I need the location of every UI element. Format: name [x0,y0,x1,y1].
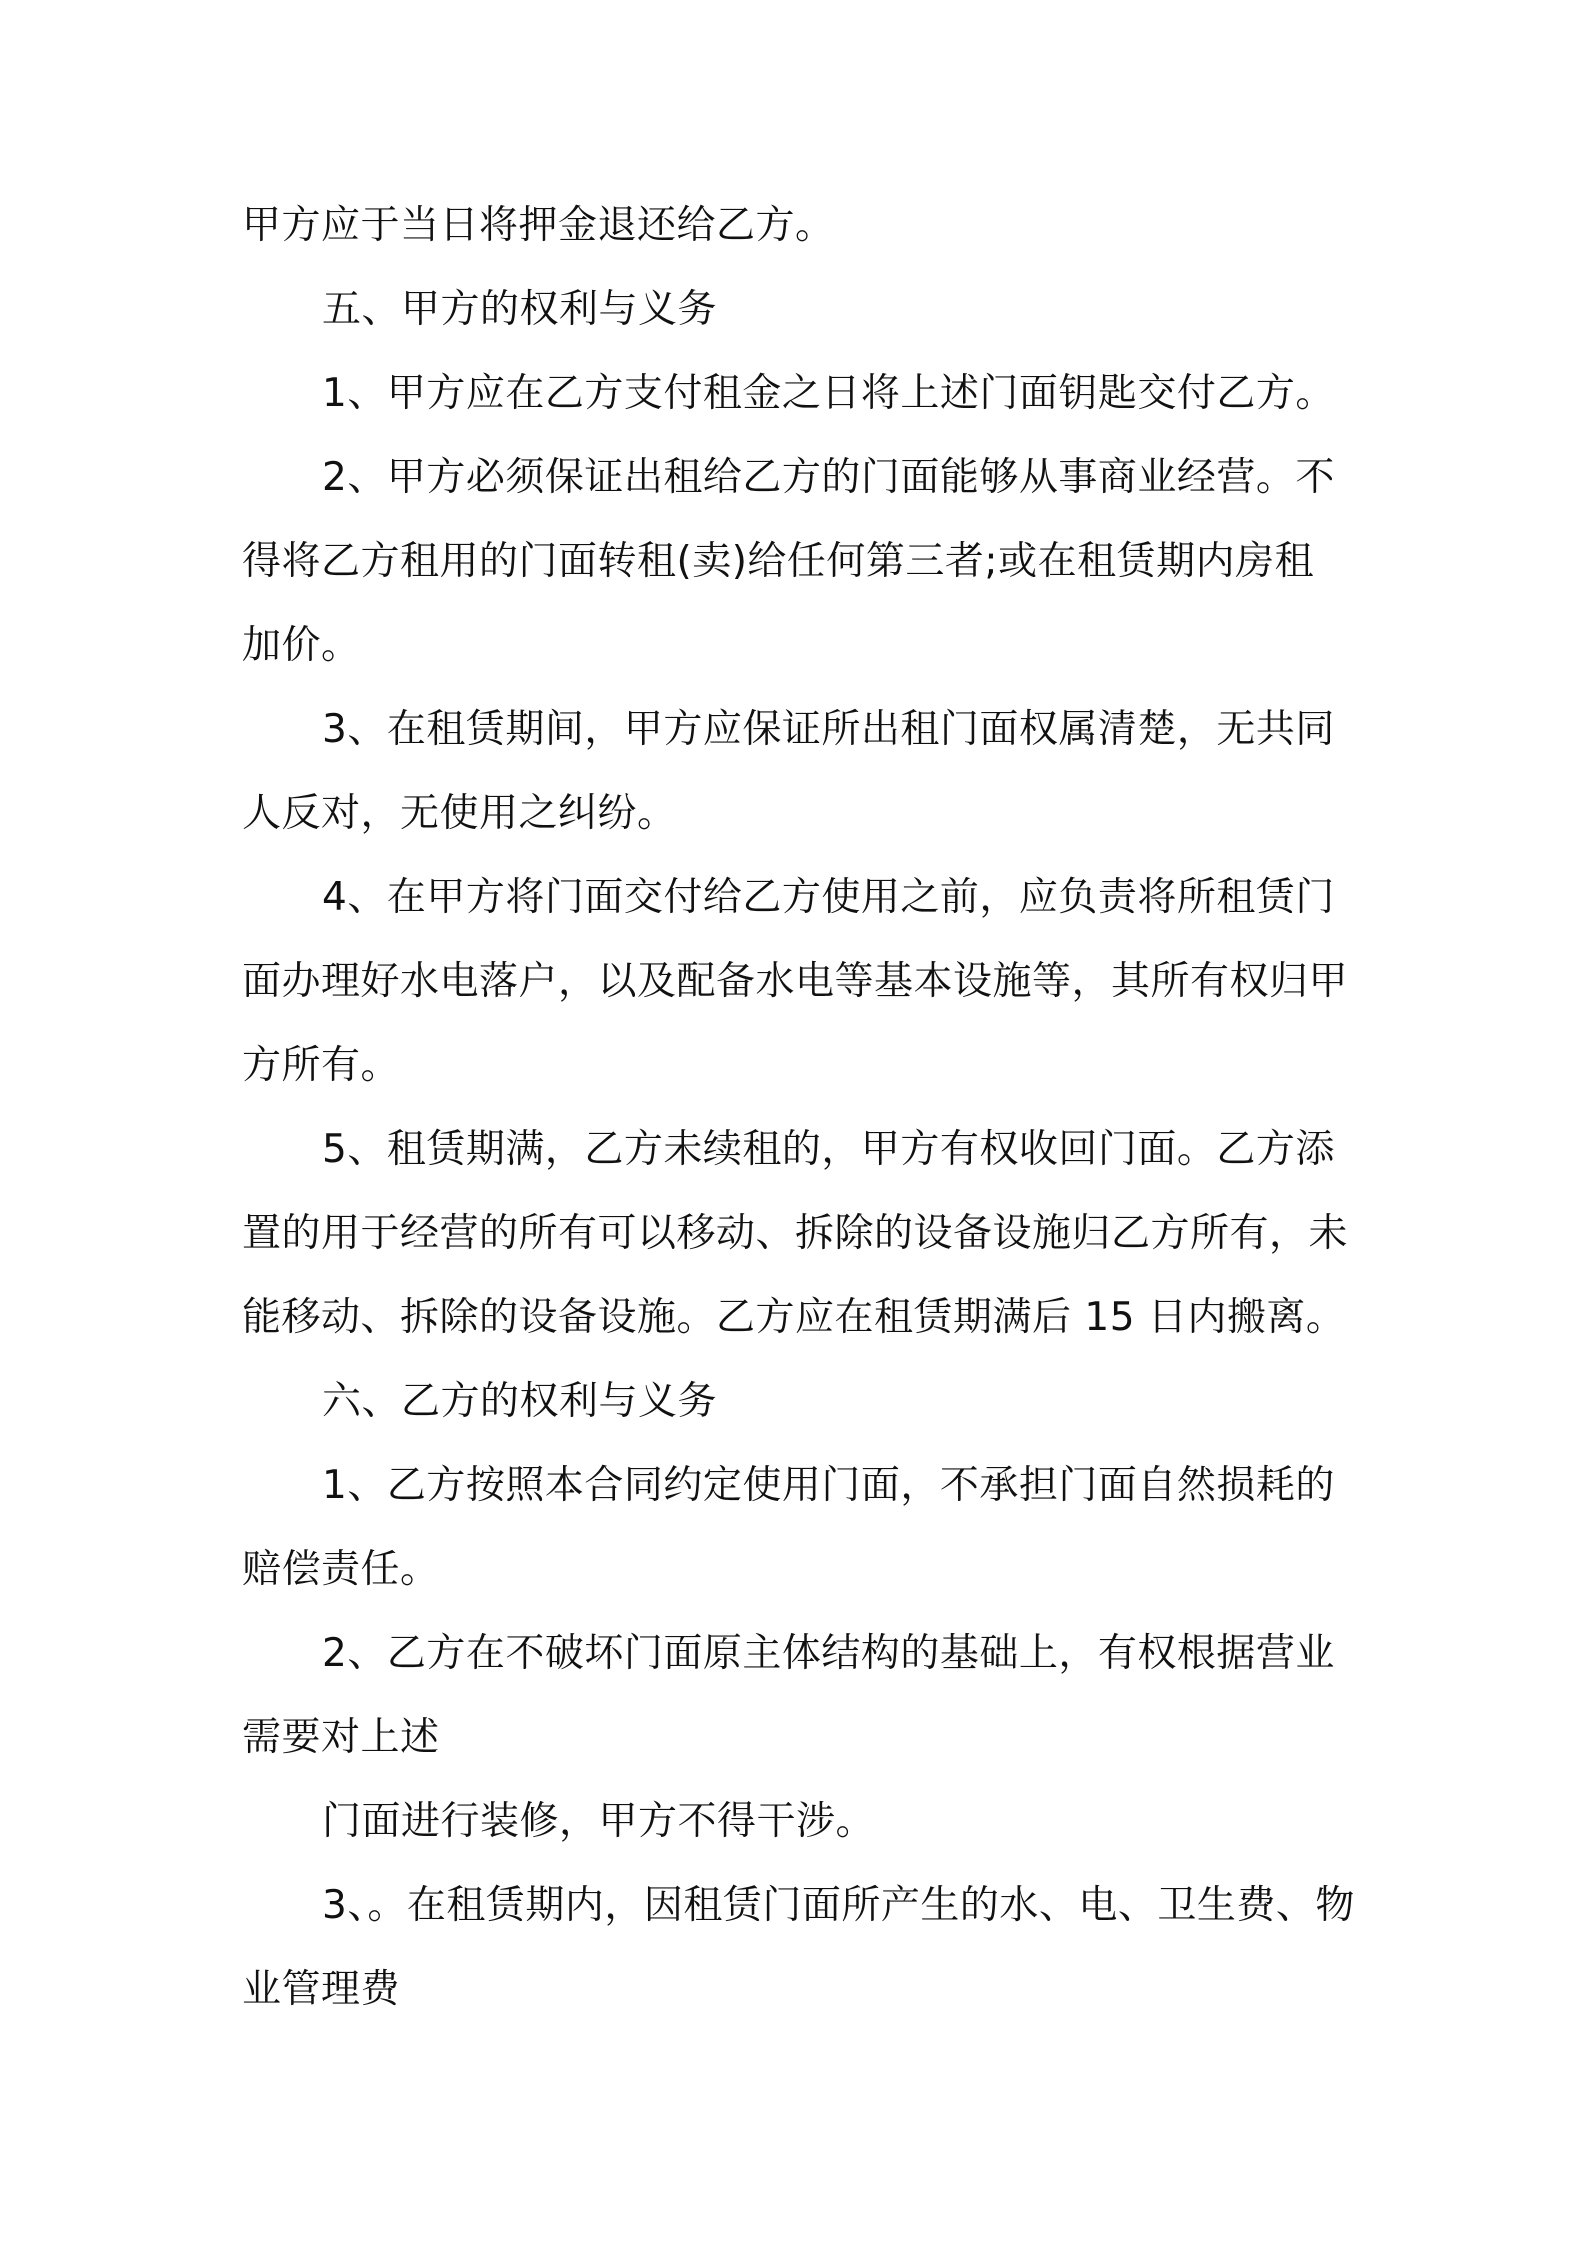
text-line: 面办理好水电落户，以及配备水电等基本设施等，其所有权归甲 [242,959,1349,1004]
text-line: 置的用于经营的所有可以移动、拆除的设备设施归乙方所有，未 [242,1211,1349,1256]
section-heading: 五、甲方的权利与义务 [322,287,718,332]
text-line: 3、在租赁期间，甲方应保证所出租门面权属清楚，无共同 [322,707,1335,752]
text-line: 2、甲方必须保证出租给乙方的门面能够从事商业经营。不 [322,455,1335,500]
text-line: 1、甲方应在乙方支付租金之日将上述门面钥匙交付乙方。 [322,371,1335,416]
section-heading: 六、乙方的权利与义务 [322,1379,718,1424]
text-line: 需要对上述 [242,1715,440,1760]
text-line: 门面进行装修，甲方不得干涉。 [322,1799,876,1844]
text-line: 方所有。 [242,1043,401,1088]
text-line: 人反对，无使用之纠纷。 [242,791,677,836]
text-line: 1、乙方按照本合同约定使用门面，不承担门面自然损耗的 [322,1463,1335,1508]
text-line: 赔偿责任。 [242,1547,440,1592]
text-line: 5、租赁期满，乙方未续租的，甲方有权收回门面。乙方添 [322,1127,1335,1172]
text-line: 得将乙方租用的门面转租(卖)给任何第三者;或在租赁期内房租 [242,539,1315,584]
text-line: 加价。 [242,623,361,668]
text-line: 甲方应于当日将押金退还给乙方。 [242,203,835,248]
text-line: 能移动、拆除的设备设施。乙方应在租赁期满后 15 日内搬离。 [242,1295,1346,1340]
text-line: 4、在甲方将门面交付给乙方使用之前，应负责将所租赁门 [322,875,1335,920]
text-line: 3、。在租赁期内，因租赁门面所产生的水、电、卫生费、物 [322,1883,1355,1928]
text-line: 业管理费 [242,1967,401,2012]
text-line: 2、乙方在不破坏门面原主体结构的基础上，有权根据营业 [322,1631,1335,1676]
